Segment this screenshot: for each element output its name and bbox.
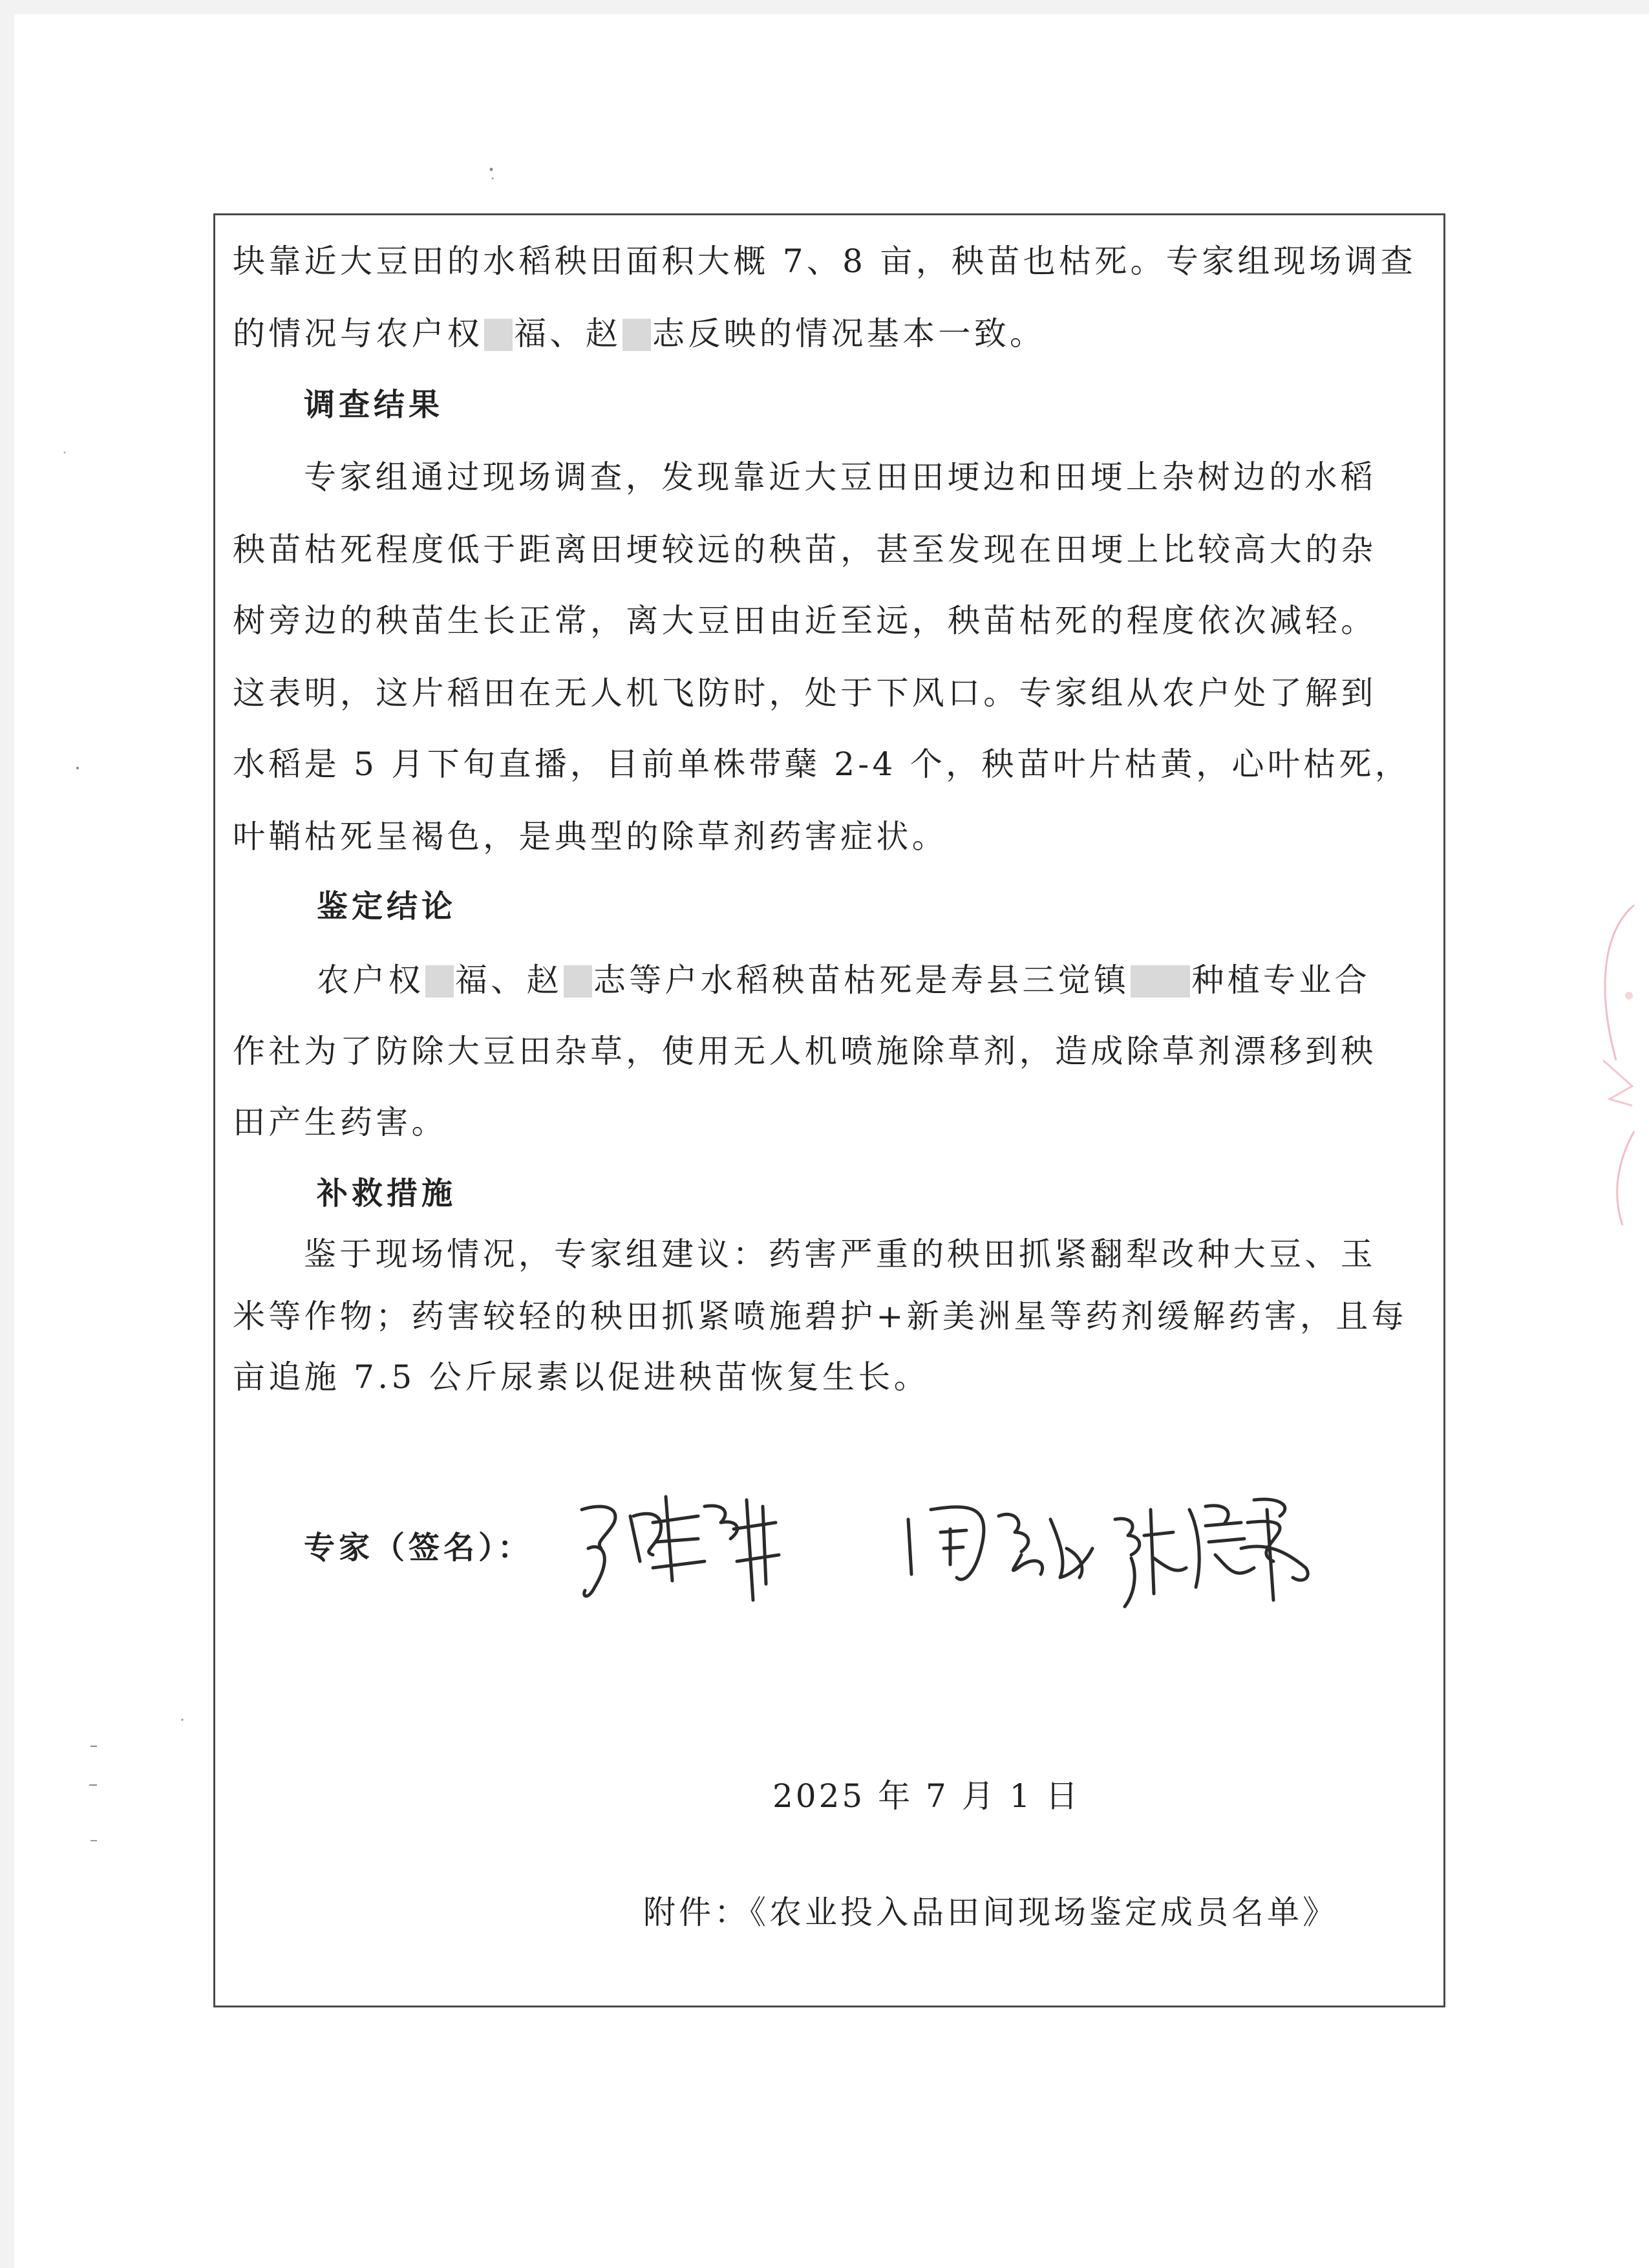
body-text-line: 专家组通过现场调查，发现靠近大豆田田埂边和田埂上杂树边的水稻 bbox=[304, 458, 1376, 496]
body-text-line bbox=[233, 314, 1045, 353]
redaction-box bbox=[484, 319, 513, 351]
document-date: 2025 年 7 月 1 日 bbox=[772, 1777, 1081, 1815]
attachment-note: 附件：《农业投入品田间现场鉴定成员名单》 bbox=[643, 1894, 1338, 1931]
text-fragment: 福、赵 bbox=[454, 961, 562, 999]
body-text-line: 秧苗枯死程度低于距离田埂较远的秧苗，甚至发现在田埂上比较高大的杂 bbox=[233, 531, 1377, 568]
body-text-line: 水稻是 5 月下旬直播，目前单株带蘖 2-4 个，秧苗叶片枯黄，心叶枯死， bbox=[233, 745, 1411, 783]
signature-label: 专家（签名）： bbox=[304, 1530, 533, 1566]
redaction-box bbox=[564, 965, 592, 998]
text-fragment: 志等户水稻秧苗枯死是寿县三觉镇 bbox=[593, 961, 1130, 999]
text-fragment: 农户权 bbox=[317, 961, 424, 999]
section-heading-survey: 调查结果 bbox=[304, 387, 444, 423]
redaction-box bbox=[622, 319, 651, 351]
redaction-box bbox=[1131, 965, 1190, 998]
text-fragment: 种植专业合 bbox=[1191, 961, 1370, 999]
text-fragment: 福、赵 bbox=[514, 315, 622, 352]
body-text-line: 这表明，这片稻田在无人机飞防时，处于下风口。专家组从农户处了解到 bbox=[233, 674, 1377, 712]
redaction-box bbox=[425, 965, 454, 998]
body-text-line: 作社为了防除大豆田杂草，使用无人机喷施除草剂，造成除草剂漂移到秧 bbox=[233, 1032, 1377, 1070]
section-heading-conclusion: 鉴定结论 bbox=[317, 888, 457, 925]
body-text-line: 树旁边的秧苗生长正常，离大豆田由近至远，秧苗枯死的程度依次减轻。 bbox=[233, 602, 1377, 639]
body-text-line bbox=[317, 961, 1370, 1000]
body-text-line: 叶鞘枯死呈褐色，是典型的除草剂药害症状。 bbox=[233, 818, 948, 855]
body-text-line: 米等作物；药害较轻的秧田抓紧喷施碧护+新美洲星等药剂缓解药害，且每 bbox=[233, 1298, 1407, 1335]
text-fragment: 的情况与农户权 bbox=[233, 315, 484, 352]
body-text-line: 鉴于现场情况，专家组建议：药害严重的秧田抓紧翻犁改种大豆、玉 bbox=[304, 1236, 1376, 1273]
stamp-fragment bbox=[1577, 892, 1635, 1228]
body-text-line: 田产生药害。 bbox=[233, 1104, 447, 1141]
body-text-line: 亩追施 7.5 公斤尿素以促进秧苗恢复生长。 bbox=[233, 1358, 930, 1396]
body-text-line: 块靠近大豆田的水稻秧田面积大概 7、8 亩，秧苗也枯死。专家组现场调查 bbox=[233, 242, 1416, 280]
handwritten-signatures bbox=[569, 1471, 1377, 1620]
text-fragment: 志反映的情况基本一致。 bbox=[652, 315, 1046, 352]
section-heading-remedy: 补救措施 bbox=[317, 1175, 457, 1212]
